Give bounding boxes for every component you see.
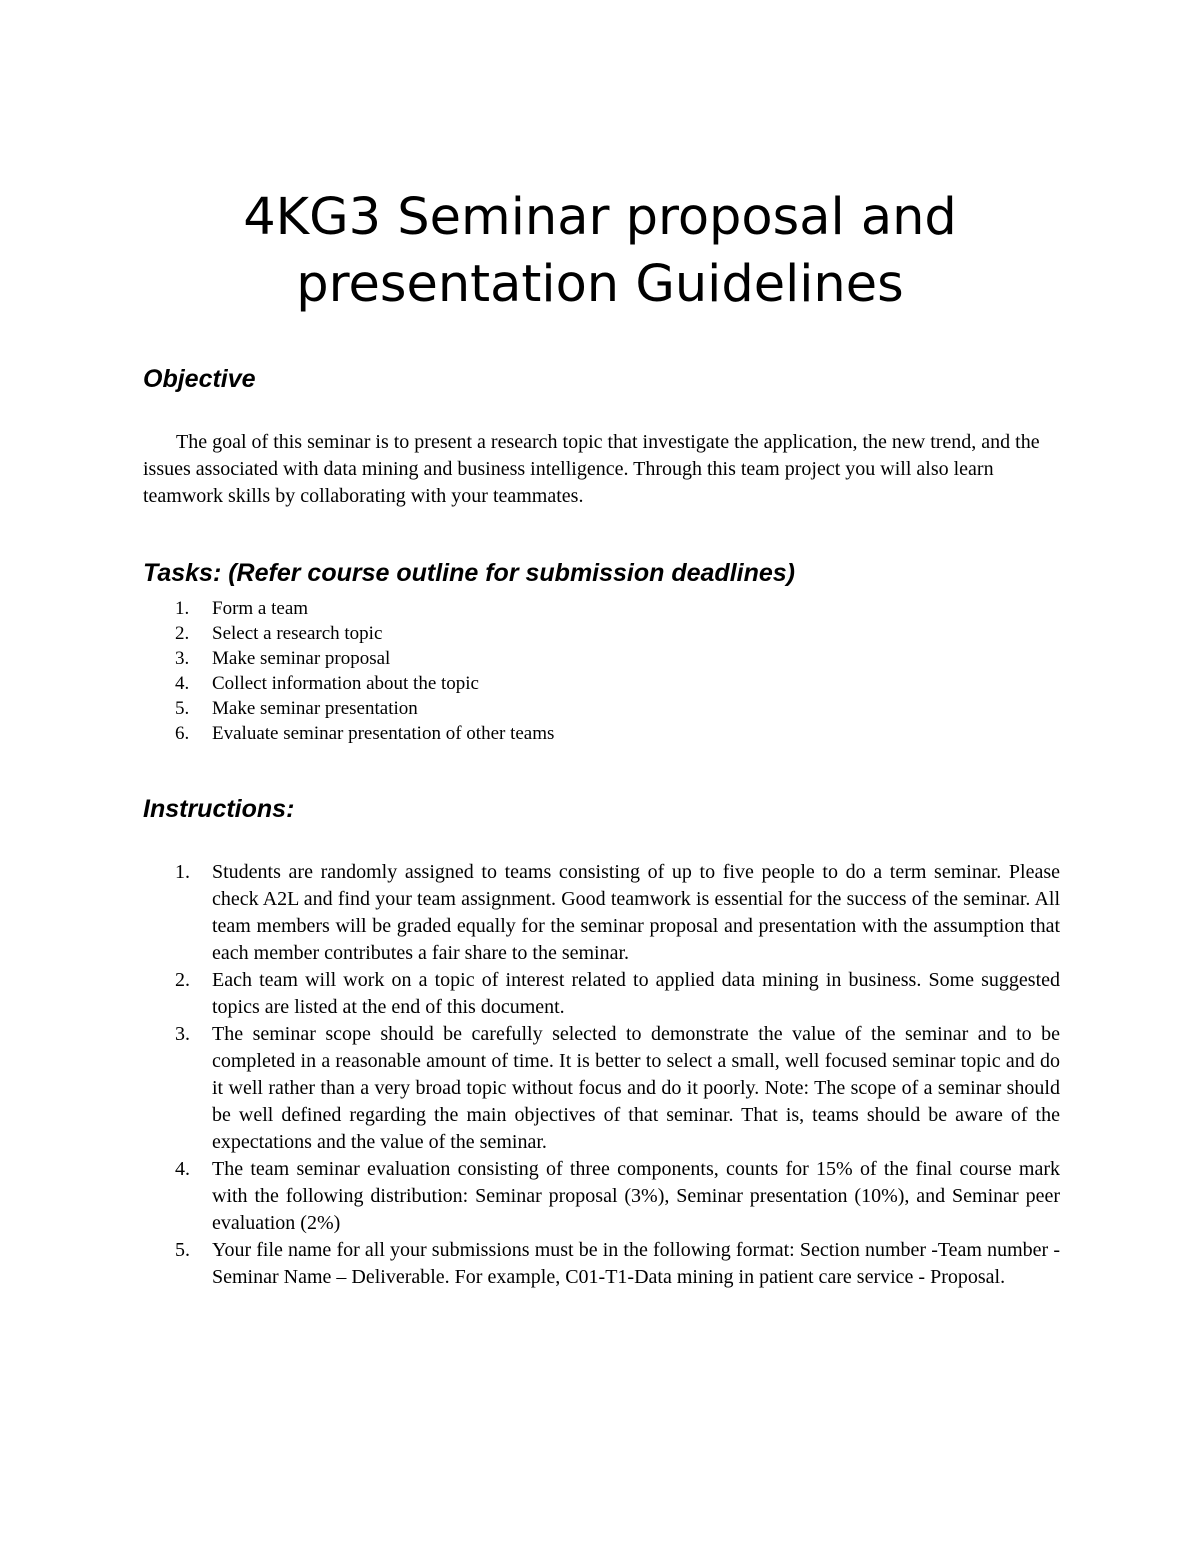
instruction-number: 3. <box>175 1023 190 1045</box>
document-title <box>140 184 1060 318</box>
task-number: 2. <box>175 623 190 644</box>
instruction-item <box>143 967 1060 1021</box>
task-number: 6. <box>175 723 190 744</box>
instruction-item <box>143 1156 1060 1237</box>
task-text: Select a research topic <box>212 623 383 644</box>
instruction-text: Your file name for all your submissions must be in the following format: Section number -Team number -Seminar Name – Deliverable. For example, C01-T1-Data mining in patient care service - Proposal. <box>212 1239 1060 1288</box>
title-line-2: presentation Guidelines <box>296 255 904 314</box>
task-number: 3. <box>175 648 190 669</box>
task-number: 1. <box>175 598 190 619</box>
task-text: Make seminar proposal <box>212 648 391 669</box>
task-text: Form a team <box>212 598 309 619</box>
instruction-number: 4. <box>175 1158 190 1180</box>
title-line-1: 4KG3 Seminar proposal and <box>243 188 957 247</box>
instruction-text: The team seminar evaluation consisting of three components, counts for 15% of the final course mark with the following distribution: Seminar proposal (3%), Seminar presentation (10%), and Seminar peer evaluation (2%) <box>212 1158 1060 1234</box>
task-text: Collect information about the topic <box>212 673 479 694</box>
instruction-number: 1. <box>175 861 190 883</box>
tasks-heading: Tasks: (Refer course outline for submission deadlines) <box>143 559 796 587</box>
instruction-text: Students are randomly assigned to teams consisting of up to five people to do a term seminar. Please check A2L and find your team assignment. Good teamwork is essential for the success of the seminar. All team members will be graded equally for the seminar proposal and presentation with the assumption that each member contributes a fair share to the seminar. <box>212 861 1060 964</box>
instruction-item <box>143 1237 1060 1291</box>
task-text: Evaluate seminar presentation of other teams <box>212 723 555 744</box>
task-text: Make seminar presentation <box>212 698 418 719</box>
task-item <box>143 696 554 721</box>
task-number: 4. <box>175 673 190 694</box>
objective-paragraph: The goal of this seminar is to present a research topic that investigate the application, the new trend, and the issues associated with data mining and business intelligence. Through this team project you will also learn teamwork skills by collaborating with your teammates. <box>143 431 1040 507</box>
task-number: 5. <box>175 698 190 719</box>
instruction-text: Each team will work on a topic of interest related to applied data mining in business. Some suggested topics are listed at the end of this document. <box>212 969 1060 1018</box>
instructions-heading: Instructions: <box>143 795 295 823</box>
instructions-list <box>143 859 1060 1291</box>
instruction-number: 5. <box>175 1239 190 1261</box>
task-item <box>143 721 554 746</box>
instruction-item <box>143 859 1060 967</box>
objective-heading: Objective <box>143 365 256 393</box>
task-item <box>143 646 554 671</box>
task-item <box>143 596 554 621</box>
task-item <box>143 621 554 646</box>
tasks-list <box>143 596 554 746</box>
instruction-item <box>143 1021 1060 1156</box>
instruction-number: 2. <box>175 969 190 991</box>
task-item <box>143 671 554 696</box>
instruction-text: The seminar scope should be carefully selected to demonstrate the value of the seminar and to be completed in a reasonable amount of time. It is better to select a small, well focused seminar topic and do it well rather than a very broad topic without focus and do it poorly. Note: The scope of a seminar should be well defined regarding the main objectives of that seminar. That is, teams should be aware of the expectations and the value of the seminar. <box>212 1023 1060 1153</box>
